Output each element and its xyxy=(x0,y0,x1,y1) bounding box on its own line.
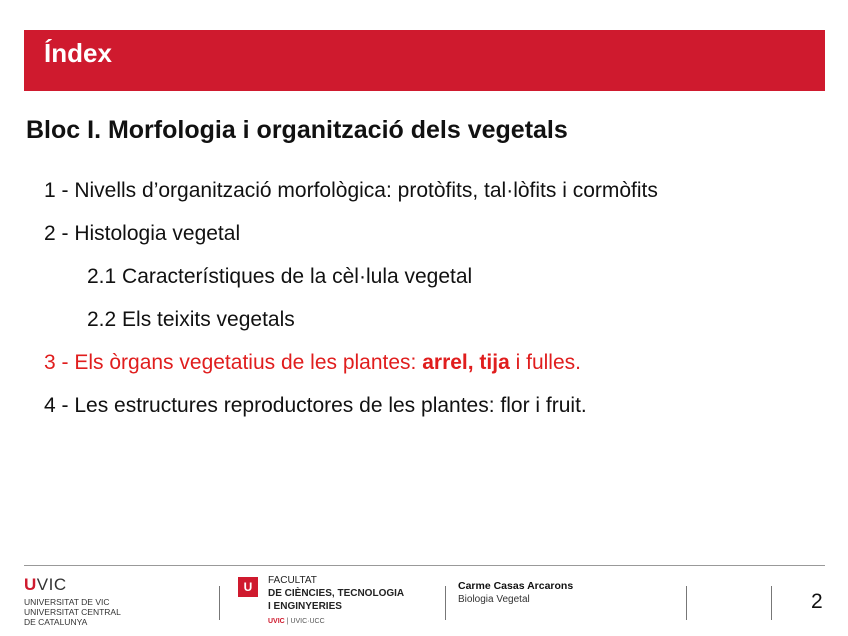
uvic-rest: VIC xyxy=(36,575,67,594)
list-item-1: 1 - Nivells d’organització morfològica: protòfits, tal·lòfits i cormòfits xyxy=(44,179,658,202)
faculty-line-2: DE CIÈNCIES, TECNOLOGIA xyxy=(268,588,405,599)
list-item-3 xyxy=(44,348,658,391)
uvic-name-lines xyxy=(24,597,121,627)
footer-separator-4 xyxy=(771,586,772,620)
faculty-subline xyxy=(268,618,325,625)
course-name: Biologia Vegetal xyxy=(458,594,530,605)
author-name: Carme Casas Arcarons xyxy=(458,580,574,592)
page-number: 2 xyxy=(811,590,823,613)
uvic-line-2: UNIVERSITAT CENTRAL xyxy=(24,607,121,617)
uvic-logo xyxy=(24,575,121,627)
list-item-3-bold: arrel, tija xyxy=(422,351,510,374)
faculty-text xyxy=(268,574,404,613)
list-item-3-text: 3 - Els òrgans vegetatius de les plantes: xyxy=(44,351,423,374)
bloc-heading: Bloc I. Morfologia i organització dels vegetals xyxy=(26,116,568,144)
uvic-u: U xyxy=(24,575,37,594)
uvic-line-3: DE CATALUNYA xyxy=(24,617,88,627)
faculty-sub-rest: | UVIC·UCC xyxy=(284,618,325,625)
list-item-4: 4 - Les estructures reproductores de les plantes: flor i fruit. xyxy=(44,394,587,417)
list-item-2: 2 - Histologia vegetal xyxy=(44,222,241,245)
faculty-sub-uvic: UVIC xyxy=(268,618,285,625)
faculty-line-3: I ENGINYERIES xyxy=(268,601,342,612)
faculty-line-1: FACULTAT xyxy=(268,575,317,586)
title-bar xyxy=(24,30,825,91)
list-item-2-1: 2.1 Característiques de la cèl·lula vegetal xyxy=(87,265,473,288)
index-list xyxy=(44,176,658,434)
footer-separator-1 xyxy=(219,586,220,620)
slide-title: Índex xyxy=(44,38,112,68)
footer-separator-2 xyxy=(445,586,446,620)
footer-separator-3 xyxy=(686,586,687,620)
list-item-2-2: 2.2 Els teixits vegetals xyxy=(87,308,295,331)
footer-divider xyxy=(24,565,825,566)
uvic-line-1: UNIVERSITAT DE VIC xyxy=(24,597,110,607)
uvic-wordmark xyxy=(24,575,121,595)
list-item-3-end: i fulles. xyxy=(509,351,581,374)
faculty-badge-icon: U xyxy=(238,577,258,597)
author-block xyxy=(458,580,573,605)
